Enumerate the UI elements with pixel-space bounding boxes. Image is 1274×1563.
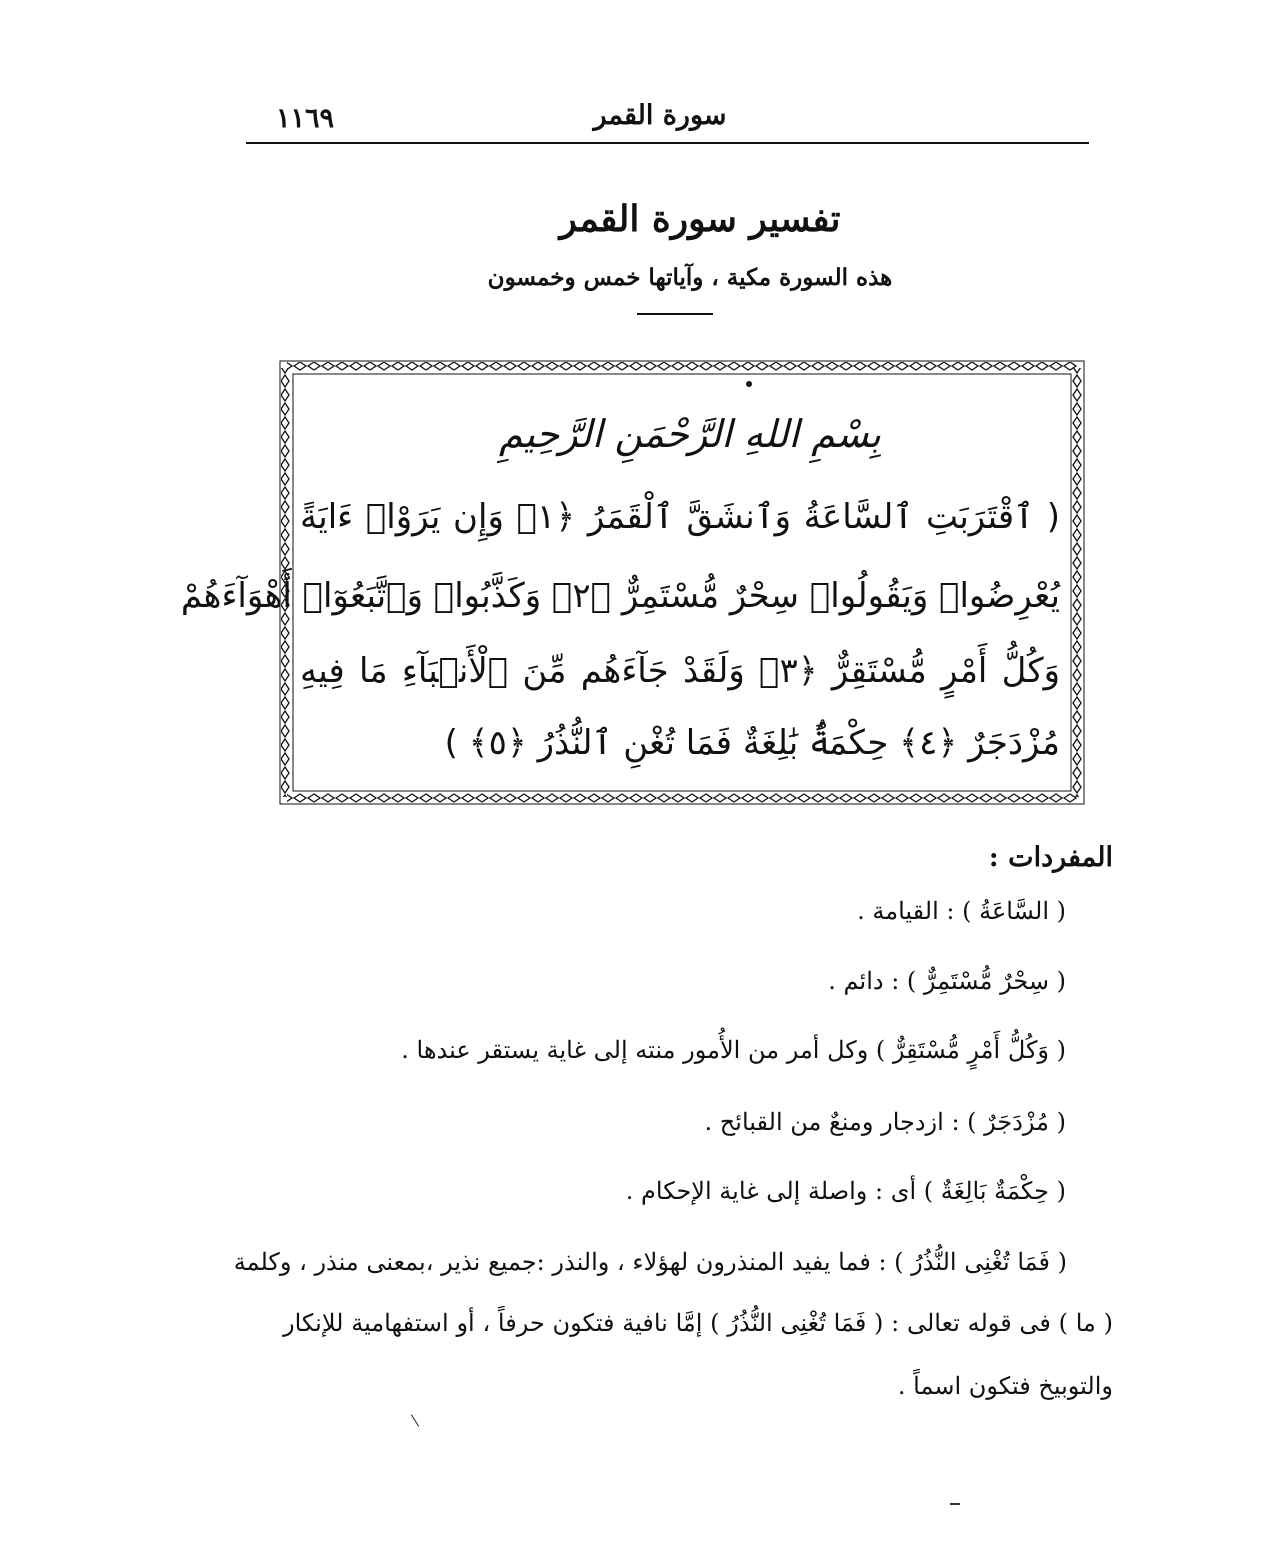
chapter-title: تفسير سورة القمر: [559, 198, 841, 240]
paragraph-line: ( فَمَا تُغْنِى النُّذُرُ ) : فما يفيد المنذرون لهؤلاء ، والنذر :جميع نذير ،بمعنى منذر ، وكلمة: [233, 1248, 1067, 1276]
vocabulary-gloss: ( وَكُلُّ أَمْرٍ مُّسْتَقِرٌّ ) وكل أمر من الأُمور منته إلى غاية يستقر عندها .: [401, 1036, 1066, 1064]
paragraph-line: والتوبيخ فتكون اسماً .: [897, 1372, 1113, 1400]
frame-border-right: [1071, 368, 1083, 797]
vocabulary-heading: المفردات :: [988, 842, 1113, 873]
scan-speck: [411, 1414, 419, 1426]
verse-line: ( ٱقْتَرَبَتِ ٱلسَّاعَةُ وَٱنشَقَّ ٱلْقَمَرُ ﴿١﴾ وَإِن يَرَوْا۟ ءَايَةً: [300, 497, 1060, 537]
frame-border-top: [287, 362, 1077, 374]
paragraph-line: ( ما ) فى قوله تعالى : ( فَمَا تُغْنِى النُّذُرُ ) إمَّا نافية فتكون حرفاً ، أو استفهامية للإنكار: [283, 1309, 1113, 1337]
header-rule: [246, 142, 1089, 144]
verse-line: مُزْدَجَرٌ ﴿٤﴾ حِكْمَةٌۢ بَٰلِغَةٌ فَمَا تُغْنِ ٱلنُّذُرُ ﴿٥﴾ ): [444, 723, 1060, 763]
verse-line: وَكُلُّ أَمْرٍ مُّسْتَقِرٌّ ﴿٣﴾ وَلَقَدْ جَآءَهُم مِّنَ ٱلْأَنۢبَآءِ مَا فِيهِ: [300, 651, 1060, 691]
frame-border-bottom: [287, 791, 1077, 803]
vocabulary-gloss: ( حِكْمَةٌ بَالِغَةٌ ) أى : واصلة إلى غاية الإحكام .: [625, 1177, 1066, 1205]
chapter-subtitle: هذه السورة مكية ، وآياتها خمس وخمسون: [487, 264, 893, 291]
frame-dot-mark: [746, 381, 752, 387]
vocabulary-gloss: ( السَّاعَةُ ) : القيامة .: [857, 897, 1066, 925]
title-divider: [637, 313, 713, 315]
basmala: بِسْمِ اللهِ الرَّحْمَنِ الرَّحِيمِ: [499, 412, 881, 456]
verse-line: يُعْرِضُوا۟ وَيَقُولُوا۟ سِحْرٌ مُّسْتَمِرٌّ ﴿٢﴾ وَكَذَّبُوا۟ وَٱتَّبَعُوٓا۟ أَهْوَآءَهُمْ: [180, 576, 1060, 616]
running-header-surah-name: سورة القمر: [593, 100, 727, 131]
vocabulary-gloss: ( مُزْدَجَرٌ ) : ازدجار ومنعٌ من القبائح .: [704, 1108, 1066, 1136]
vocabulary-gloss: ( سِحْرٌ مُّسْتَمِرٌّ ) : دائم .: [828, 967, 1066, 995]
page-number: ١١٦٩: [276, 103, 335, 134]
scan-speck: [950, 1503, 960, 1505]
